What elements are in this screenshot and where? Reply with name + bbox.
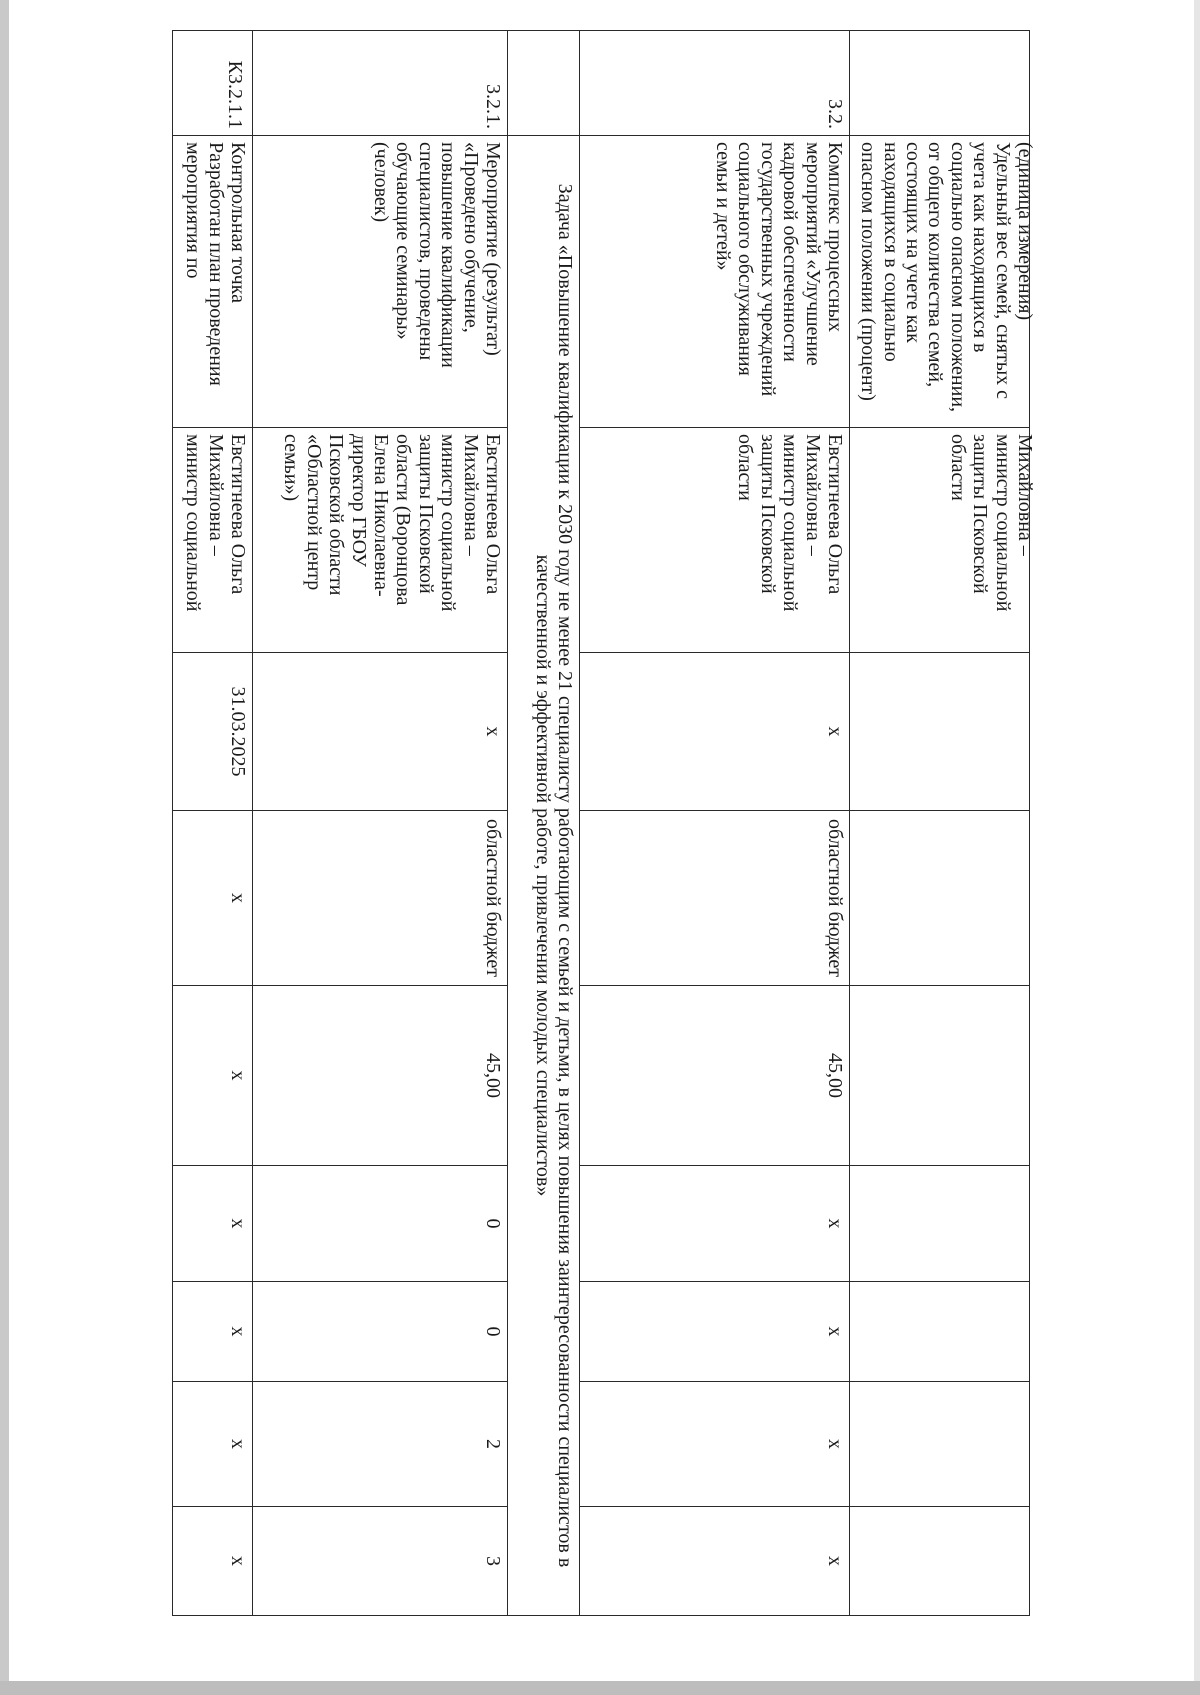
row-responsible: Евстигнеева Ольга Михайловна – министр социальной	[173, 428, 253, 653]
table-row-measure	[253, 31, 508, 1616]
row-responsible: Евстигнеева Ольга Михайловна – министр социальной защиты Псковской области	[580, 428, 850, 653]
table-row-checkpoint	[173, 31, 253, 1616]
row-value-1: 0	[253, 1166, 508, 1282]
scan-bottom-band	[0, 1681, 1200, 1695]
row-value-4: 3	[253, 1507, 508, 1616]
table-row-indicator	[850, 31, 1030, 1616]
row-number: 3.2.1.	[253, 31, 508, 136]
row-value-4: x	[173, 1507, 253, 1616]
task-heading: Задача «Повышение квалификации к 2030 году не менее 21 специалисту работающим с семьей и детьми, в целях повышения заинтересованности специалистов в качественной и эффективной работе, привлечении молодых специалистов»	[508, 136, 580, 1616]
row-total: x	[173, 986, 253, 1166]
row-total: 45,00	[580, 986, 850, 1166]
row-total	[850, 986, 1030, 1166]
row-date: 31.03.2025	[173, 653, 253, 811]
row-number: К3.2.1.1	[173, 31, 253, 136]
row-description: (единица измерения) Удельный вес семей, снятых с учета как находящихся в социально опасном положении, от общего количества семей, состоящих на учете как находящихся в социально опасном положении (процент)	[850, 136, 1030, 428]
row-value-3: 2	[253, 1382, 508, 1507]
scan-right-edge	[1194, 0, 1200, 1695]
row-value-1: x	[173, 1166, 253, 1282]
row-source: областной бюджет	[253, 811, 508, 986]
row-source: x	[173, 811, 253, 986]
row-date: x	[253, 653, 508, 811]
row-value-1	[850, 1166, 1030, 1282]
row-value-2	[850, 1282, 1030, 1382]
table-row-task	[508, 31, 580, 1616]
document-page	[100, 30, 1036, 1615]
row-number: 3.2.	[580, 31, 850, 136]
row-source: областной бюджет	[580, 811, 850, 986]
row-source	[850, 811, 1030, 986]
row-value-2: x	[173, 1282, 253, 1382]
row-value-2: 0	[253, 1282, 508, 1382]
row-value-3	[850, 1382, 1030, 1507]
row-value-4: x	[580, 1507, 850, 1616]
row-value-4	[850, 1507, 1030, 1616]
row-description: Мероприятие (результат) «Проведено обучение, повышение квалификации специалистов, проведены обучающие семинары» (человек)	[253, 136, 508, 428]
row-total: 45,00	[253, 986, 508, 1166]
row-number	[850, 31, 1030, 136]
row-value-1: x	[580, 1166, 850, 1282]
row-value-3: x	[173, 1382, 253, 1507]
row-date	[850, 653, 1030, 811]
row-description: Комплекс процессных мероприятий «Улучшение кадровой обеспеченности государственных учреждений социального обслуживания семьи и детей»	[580, 136, 850, 428]
row-responsible: Евстигнеева Ольга Михайловна – министр социальной защиты Псковской области (Воронцова Елена Николаевна- директор ГБОУ Псковской области «Областной центр семьи»)	[253, 428, 508, 653]
row-date: x	[580, 653, 850, 811]
table-row-complex	[580, 31, 850, 1616]
row-value-2: x	[580, 1282, 850, 1382]
plan-table	[172, 30, 1036, 1616]
scan-left-edge	[0, 0, 9, 1695]
row-value-3: x	[580, 1382, 850, 1507]
row-description: Контрольная точка Разработан план проведения мероприятия по	[173, 136, 253, 428]
task-empty-cell	[508, 31, 580, 136]
row-responsible: Михайловна – министр социальной защиты Псковской области	[850, 428, 1030, 653]
